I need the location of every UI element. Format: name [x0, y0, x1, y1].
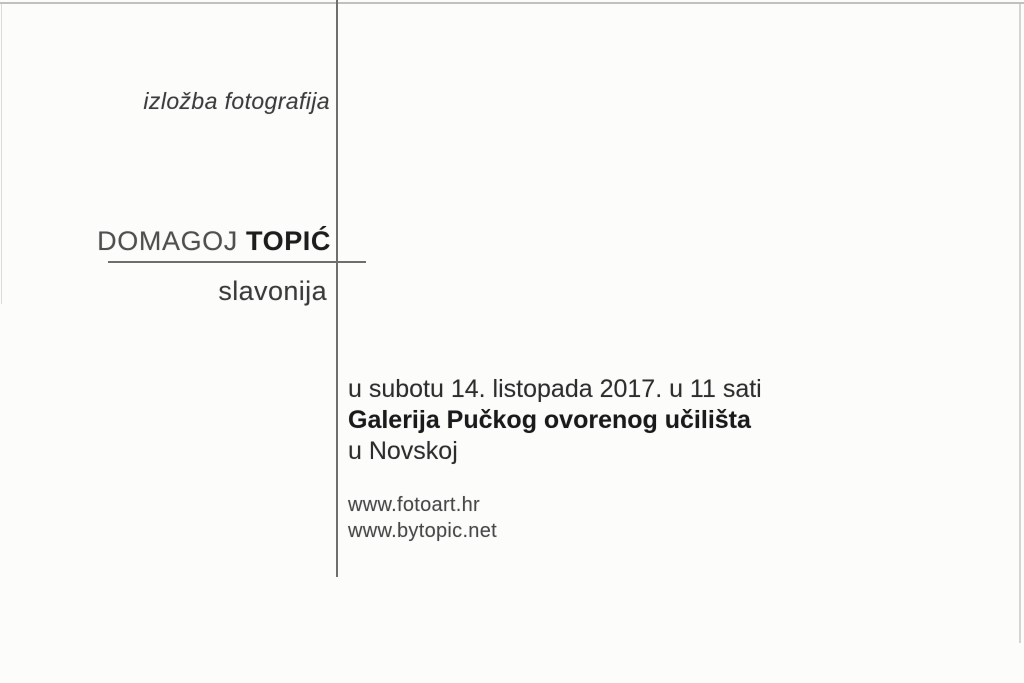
- work-title: slavonija: [218, 276, 327, 306]
- artist-name: [0, 226, 331, 257]
- website-url-bytopic: www.bytopic.net: [348, 520, 498, 542]
- vertical-rule: [336, 0, 338, 577]
- website-url-fotoart: www.fotoart.hr: [348, 494, 481, 516]
- event-details: [348, 374, 762, 467]
- exhibition-type-label: izložba fotografija: [143, 88, 330, 114]
- event-city: u Novskoj: [348, 437, 458, 465]
- event-datetime: u subotu 14. listopada 2017. u 11 sati: [348, 375, 762, 403]
- scan-edge-top: [0, 2, 1024, 4]
- scan-edge-right: [1019, 4, 1021, 643]
- scan-edge-left: [1, 4, 2, 304]
- event-venue: Galerija Pučkog ovorenog učilišta: [348, 406, 751, 434]
- name-space: [238, 226, 246, 256]
- artist-last-name: TOPIĆ: [245, 226, 331, 256]
- website-links: [348, 492, 497, 544]
- horizontal-rule: [108, 261, 366, 263]
- artist-first-name: DOMAGOJ: [97, 226, 238, 256]
